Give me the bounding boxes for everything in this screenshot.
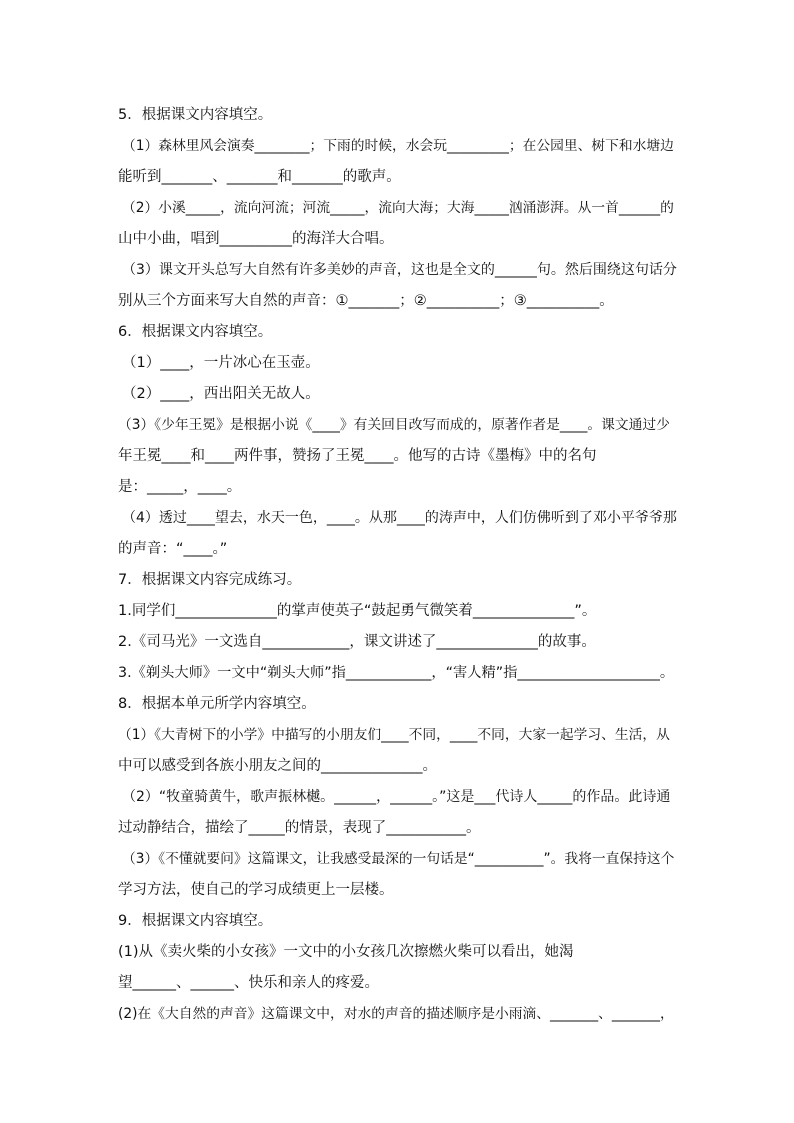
q5-part1-line2: 能听到_______、_______和_______的歌声。 <box>118 169 401 185</box>
q9-part1-line2: 望______、______、快乐和亲人的疼爱。 <box>118 975 379 991</box>
q6-part3-line1: （3）《少年王冕》是根据小说《____》有关回目改写而成的，原著作者是____。课文通过少 <box>118 417 670 433</box>
q9-part1-line1: (1)从《卖火柴的小女孩》一文中的小女孩几次擦燃火柴可以看出，她渴 <box>118 944 574 960</box>
q8-part3-line2: 学习方法，使自己的学习成绩更上一层楼。 <box>118 882 394 898</box>
q7-item3: 3.《剃头大师》一文中“剃头大师”指____________，“害人精”指____________________。 <box>118 665 675 681</box>
q5-part3-line1: （3）课文开头总写大自然有许多美妙的声音，这也是全文的______句。然后围绕这句话分 <box>122 262 677 278</box>
q8-part1-line2: 中可以感受到各族小朋友之间的______________。 <box>118 758 437 774</box>
q6-part4-line1: （4）透过____望去，水天一色，____。从那____的涛声中，人们仿佛听到了邓小平爷爷那 <box>122 510 677 526</box>
q8-part2-line2: 过动静结合，描绘了_____的情景，表现了___________。 <box>118 820 481 836</box>
q6-heading: 6．根据课文内容填空。 <box>118 324 273 340</box>
q9-heading: 9．根据课文内容填空。 <box>118 913 273 929</box>
q5-heading: 5．根据课文内容填空。 <box>118 107 273 123</box>
q6-part3-line3: 是：_____，____。 <box>118 479 242 495</box>
q6-part1: （1）____，一片冰心在玉壶。 <box>122 355 320 371</box>
q8-part1-line1: （1）《大青树下的小学》中描写的小朋友们____不同，____不同，大家一起学习、生活，从 <box>118 727 670 743</box>
q5-part1-line1: （1）森林里风会演奏________；下雨的时候，水会玩_________；在公园里、树下和水塘边 <box>122 138 674 154</box>
q5-part2-line2: 山中小曲，唱到__________的海洋大合唱。 <box>118 231 394 247</box>
q5-part2-line1: （2）小溪_____，流向河流；河流_____，流向大海；大海_____汹涌澎湃。从一首______的 <box>122 200 674 216</box>
q5-part3-line2: 别从三个方面来写大自然的声音：①_______；②__________；③__________。 <box>118 293 614 309</box>
q9-part2-line1: (2)在《大自然的声音》这篇课文中，对水的声音的描述顺序是小雨滴、_______、_______， <box>118 1006 674 1022</box>
q7-heading: 7．根据课文内容完成练习。 <box>118 572 302 588</box>
q6-part2: （2）____，西出阳关无故人。 <box>122 386 320 402</box>
q6-part4-line2: 的声音：“____。” <box>118 541 228 557</box>
q8-part2-line1: （2）“牧童骑黄牛，歌声振林樾。______，______。”这是___代诗人_____的作品。此诗通 <box>122 789 671 805</box>
question-list <box>118 100 678 1030</box>
q6-part3-line2: 年王冕____和____两件事，赞扬了王冕____。他写的古诗《墨梅》中的名句 <box>118 448 597 464</box>
q7-item2: 2.《司马光》一文选自____________，课文讲述了______________的故事。 <box>118 634 596 650</box>
q7-item1: 1.同学们______________的掌声使英子“鼓起勇气微笑着______________”。 <box>118 603 597 619</box>
q8-part3-line1: （3）《不懂就要问》这篇课文，让我感受最深的一句话是“__________”。我将一直保持这个 <box>122 851 675 867</box>
q8-heading: 8．根据本单元所学内容填空。 <box>118 696 316 712</box>
